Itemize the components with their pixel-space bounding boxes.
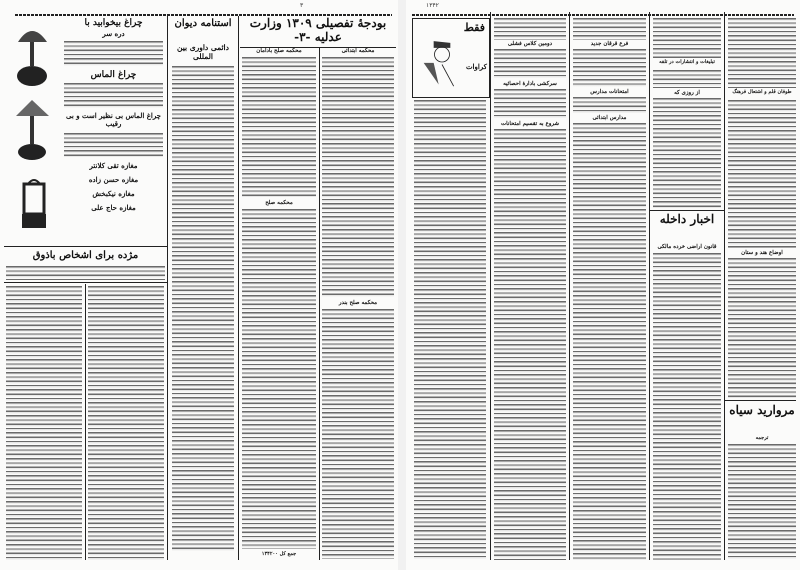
- col-4-text: [653, 253, 721, 560]
- article-heading: اوضاع هند و ستان: [741, 250, 783, 256]
- budget-subhead: محکمه صلح: [265, 200, 293, 206]
- page-number: ۳: [300, 2, 304, 9]
- ad-headline: چراغ الماس بی نظیر است و بی رقیب: [65, 111, 162, 129]
- article-heading: سرکشی بادارهٔ احصائیه: [503, 81, 557, 87]
- bottom-headline: مژده برای اشخاص باذوق: [32, 250, 139, 261]
- ad-subhead: دره سر: [102, 29, 125, 38]
- article-heading: مدارس ابتدائی: [592, 115, 627, 121]
- budget-total: جمع کل ۱۳۴۲۰۰: [261, 551, 297, 557]
- article-heading: فرع قرقان جدید: [590, 41, 629, 47]
- man-with-tie-illustration: [417, 33, 457, 91]
- article-heading: از روزی که: [674, 90, 700, 96]
- bottom-col-a: [6, 286, 82, 561]
- budget-subhead: محکمه ابتدائی: [341, 48, 375, 54]
- bottom-col-b: [88, 286, 164, 561]
- budget-headline: بودجهٔ تفصیلی ۱۳۰۹ وزارت عدلیه -۳-: [249, 16, 387, 44]
- right-page: [406, 0, 800, 570]
- ad-text: [64, 133, 163, 157]
- ad-seller: مغازه تقی کلانتر: [89, 161, 138, 170]
- col-2-text: [494, 89, 566, 119]
- budget-subhead: محکمه صلح بادامان: [256, 48, 302, 54]
- necktie-ad: [412, 18, 490, 98]
- column-subhead: دائمی داوری بین المللی: [177, 43, 229, 61]
- budget-subhead: محکمه صلح بندر: [338, 300, 378, 306]
- story-subhead: ترجمه: [755, 435, 769, 441]
- col-4-text: [653, 98, 721, 208]
- article-heading: تبلیغات و انتشارات در تلفه: [659, 59, 715, 65]
- lantern-illustration: [18, 176, 50, 231]
- lamp-illustration: [10, 20, 55, 90]
- ad-seller: مغازه حسن زاده: [88, 175, 139, 184]
- ad-word: فقط: [463, 21, 485, 34]
- col-5-text: [728, 18, 796, 88]
- ad-seller: مغازه نیکبخش: [92, 189, 135, 198]
- gutter: [398, 0, 406, 570]
- col-3-text: [573, 18, 646, 40]
- left-page: [0, 0, 398, 570]
- col-2-text: [494, 129, 566, 560]
- col-5-text: [728, 258, 796, 398]
- budget-table-b: [322, 309, 394, 559]
- story-text: [728, 444, 796, 560]
- section-subhead: قانون اراضی خرده مالکی: [657, 244, 717, 250]
- bottom-text: [6, 266, 165, 280]
- col-3-text: [573, 97, 646, 113]
- col-4-text: [653, 70, 721, 88]
- section-headline: اخبار داخله: [659, 212, 715, 226]
- ad-seller: مغازه حاج علی: [91, 203, 136, 212]
- col-5-text: [728, 100, 796, 248]
- col-4-text: [653, 18, 721, 58]
- article-heading: شروع به تقسیم امتحانات: [500, 121, 560, 127]
- ad-text: [64, 41, 163, 67]
- budget-table-b: [322, 57, 394, 297]
- col-1-text: [414, 100, 486, 560]
- col-2-text: [494, 49, 566, 79]
- page-number: ۱۳۴۲: [426, 2, 439, 9]
- lamp-illustration: [10, 96, 55, 166]
- ad-headline: چراغ الماس: [90, 70, 137, 80]
- budget-table-a: [242, 209, 316, 549]
- article-heading: دومین کلاس فشلی: [507, 41, 553, 47]
- ad-caption: کراوات: [465, 62, 487, 71]
- ad-text: [64, 83, 163, 109]
- col-2-text: [494, 18, 566, 40]
- column-text: [172, 66, 234, 552]
- article-heading: طوفان قلم و اشتعال فرهنگ: [732, 89, 792, 95]
- story-headline: مروارید سیاه: [729, 403, 795, 417]
- column-headline: استنامه دیوان: [174, 18, 232, 29]
- col-3-text: [573, 49, 646, 87]
- col-3-text: [573, 123, 646, 560]
- ad-headline: چراغ بیخوابید با: [84, 18, 143, 28]
- budget-table-a: [242, 57, 316, 197]
- article-heading: امتحانات مدارس: [590, 89, 629, 95]
